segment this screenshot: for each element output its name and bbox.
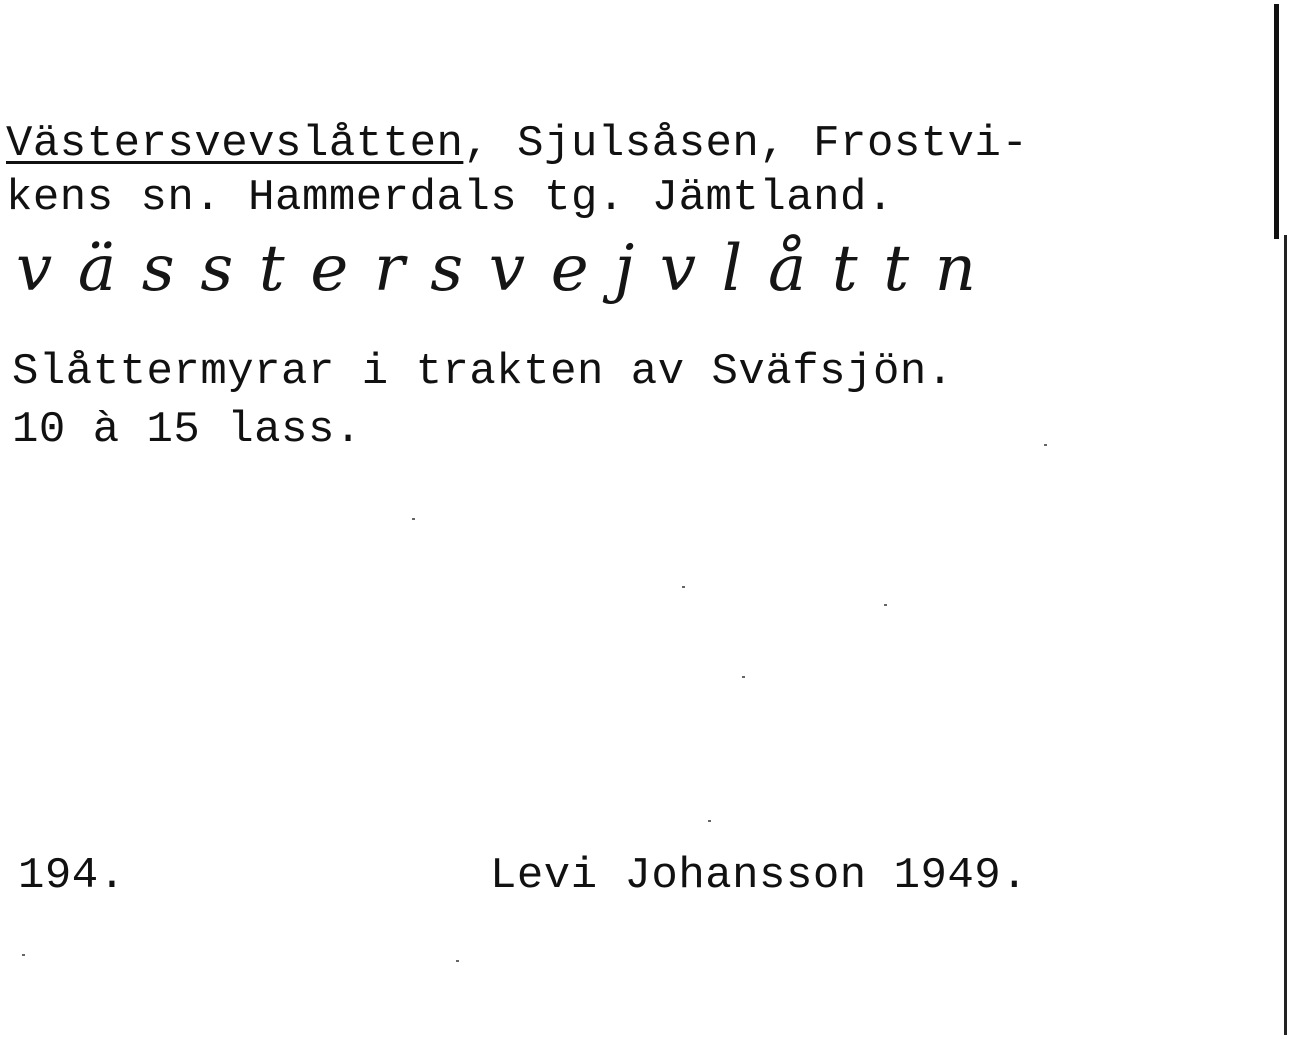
- card-edge-line: [1274, 4, 1279, 239]
- description-line: Slåttermyrar i trakten av Sväfsjön.: [12, 347, 954, 397]
- place-name: Västersvevslåtten: [6, 119, 464, 169]
- scan-speck: [708, 820, 711, 822]
- card-edge-line-lower: [1284, 235, 1287, 1035]
- phonetic-text: vässtersvejvlåttn: [16, 232, 976, 306]
- quantity-line: 10 à 15 lass.: [12, 405, 362, 455]
- heading-line: [6, 118, 1028, 170]
- scan-speck: [456, 960, 459, 962]
- scan-speck: [22, 954, 25, 956]
- scan-speck: [884, 604, 887, 606]
- phonetic-transcription: [0, 212, 1000, 322]
- scan-speck: [1044, 444, 1047, 446]
- collector-signature: Levi Johansson 1949.: [490, 851, 1029, 901]
- scan-speck: [412, 518, 415, 520]
- scan-speck: [682, 586, 685, 588]
- scan-speck: [742, 676, 745, 678]
- place-location-part1: , Sjulsåsen, Frostvi-: [463, 119, 1029, 169]
- place-location-part2: kens sn. Hammerdals tg. Jämtland.: [6, 173, 894, 223]
- record-number: 194.: [18, 851, 126, 901]
